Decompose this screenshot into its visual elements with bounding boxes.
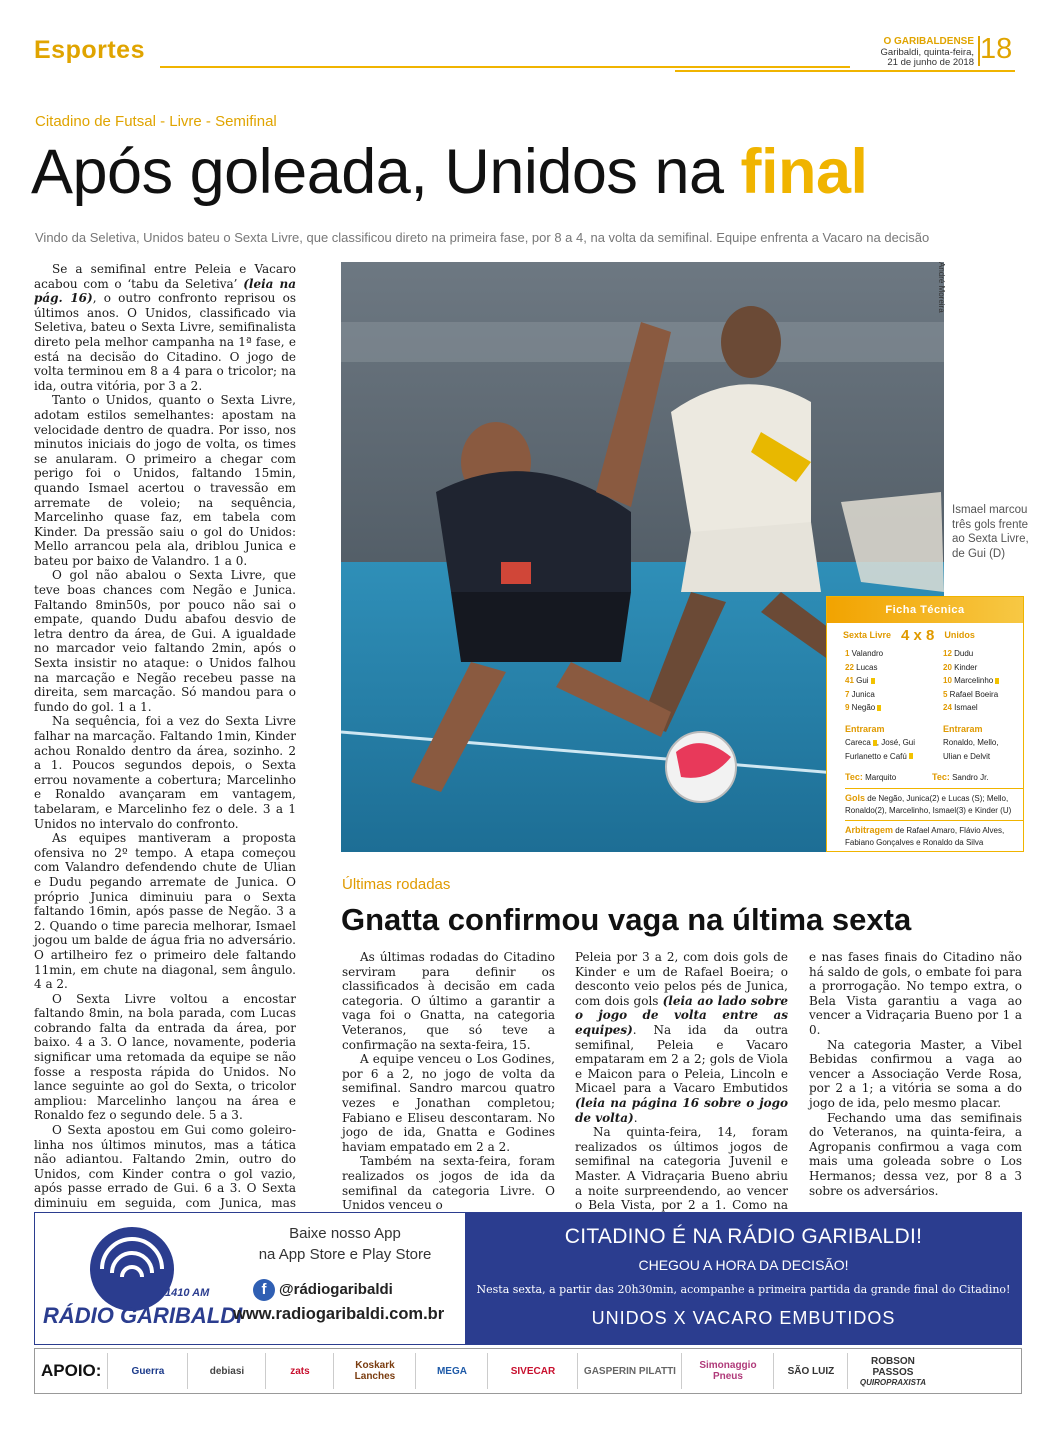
final-score: 4 x 8 (901, 626, 935, 644)
photo-caption: Ismael marcou três gols frente ao Sexta Livre, de Gui (D) (952, 504, 1029, 560)
article-column (34, 262, 296, 1254)
ad-frequency: 1410 AM (165, 1287, 210, 1299)
player-row (943, 647, 1041, 661)
paragraph: Também na sexta-feira, foram realizados os jogos de ida da semifinal da categoria Livre. O Unidos venceu o (342, 1154, 555, 1213)
sponsors-label: APOIO: (41, 1361, 102, 1380)
home-team: Sexta Livre (843, 630, 892, 640)
sponsor-list (107, 1349, 1021, 1393)
ad-left (35, 1213, 465, 1344)
yellow-card-icon (871, 678, 875, 684)
paragraph: A equipe venceu o Los Godines, por 6 a 2, no jogo de volta da semifinal. Sandro marcou quatro vezes e Jonathan completou; Fabiano e Eliseu descontaram. No jogo de ida, Gnatta e Godines haviam empatado em 2 a 2. (342, 1052, 555, 1154)
goals: Gols de Negão, Junica(2) e Lucas (S); Mello, Ronaldo(2), Marcelinho, Ismael(3) e Kinder (U) (845, 792, 1012, 815)
player-number: 22 (845, 662, 857, 672)
ficha-title: Ficha Técnica (827, 597, 1023, 623)
home-lineup (845, 647, 943, 715)
sponsor-logo: Koskark Lanches (333, 1353, 415, 1389)
article2-column (342, 950, 555, 1213)
player-number: 24 (943, 703, 955, 712)
player-row (943, 688, 1041, 702)
dateline: Garibaldi, quinta-feira, (880, 46, 974, 58)
player-number: 12 (943, 649, 955, 658)
player-row (943, 701, 1041, 715)
sponsor-logo: SÃO LUIZ (773, 1353, 847, 1389)
player-name: Negão (851, 703, 876, 712)
lineups (827, 645, 1023, 715)
paragraph: O Sexta apostou em Gui como goleiro-linha nos últimos minutos, mas a tática não adiantou. Faltando 2min, outro do Unidos, com Kinder contra o gol vazio, após passe errado de Gui. 6 a 3. O Sexta diminuiu em seguida, com Junica, mas (34, 1123, 296, 1210)
away-lineup (943, 647, 1041, 715)
player-row (943, 674, 1041, 688)
sponsors-bar (34, 1348, 1022, 1394)
article-kicker: Citadino de Futsal - Livre - Semifinal (35, 113, 277, 130)
player-name: Junica (851, 689, 875, 699)
player-name: Kinder (954, 662, 978, 672)
headline-main: Após goleada, Unidos na (31, 137, 741, 207)
player-number: 9 (845, 703, 852, 712)
coaches: Tec: Marquito Tec: Sandro Jr. (845, 772, 989, 782)
article2-headline: Gnatta confirmou vaga na última sexta (341, 902, 912, 937)
sponsor-logo: SIVECAR (487, 1353, 577, 1389)
home-subs: Entraram Careca , José, Gui Furlanetto e Cafú (845, 723, 916, 761)
away-subs: Entraram Ronaldo, Mello, Ulian e Delvit (943, 723, 999, 761)
header-rule (160, 66, 850, 68)
player-row (845, 674, 943, 688)
headline-highlight: final (740, 137, 868, 207)
article2-kicker: Últimas rodadas (342, 876, 451, 893)
player-row (845, 647, 943, 661)
player-number: 7 (845, 689, 852, 699)
player-row (845, 701, 943, 715)
ad-right (465, 1213, 1022, 1344)
away-coach: Sandro Jr. (952, 773, 989, 782)
player-number: 41 (845, 676, 857, 685)
headline (31, 136, 868, 208)
paragraph: Fechando uma das semifinais do Veteranos, na quinta-feira, a Agropanis confirmou a vaga com mais uma goleada sobre o Los Hermanos; dessa vez, por 8 a 3 sobre os adversários. (809, 1110, 1022, 1198)
sponsor-logo: zats (265, 1353, 333, 1389)
player-number: 1 (845, 649, 852, 658)
player-number: 5 (943, 689, 950, 699)
masthead (840, 37, 974, 69)
ad-line-1: CITADINO É NA RÁDIO GARIBALDI! (564, 1225, 923, 1248)
player-name: Gui (856, 676, 869, 685)
photo-credit: André Moreira (937, 262, 946, 313)
paragraph: Na quinta-feira, 14, foram realizados os últimos jogos de semifinal na categoria Juvenil e Master. A Vidraçaria Bueno abriu a noite surpreendendo, ao vencer o Bela Vista, por 2 a 1. Como na (575, 1125, 788, 1213)
ficha-tecnica (826, 596, 1024, 852)
page-number: 18 (980, 33, 1013, 65)
sponsor-logo: Simonaggio Pneus (681, 1353, 773, 1389)
section-title: Esportes (34, 36, 145, 64)
ad-line-4: UNIDOS X VACARO EMBUTIDOS (591, 1308, 896, 1328)
away-team: Unidos (944, 630, 975, 640)
home-coach: Marquito (865, 773, 897, 782)
player-name: Ismael (954, 703, 978, 712)
sponsor-logo: debiasi (187, 1353, 265, 1389)
ad-line-3: Nesta sexta, a partir das 20h30min, acompanhe a primeira partida da grande final do Citadino! (476, 1283, 1011, 1296)
ad-facebook[interactable]: f @rádiogaribaldi (253, 1279, 393, 1301)
sponsor-logo: ROBSON PASSOS QUIROPRAXISTA (847, 1353, 937, 1389)
sponsor-logo: Guerra (107, 1353, 187, 1389)
paragraph: O gol não abalou o Sexta Livre, que teve boas chances com Negão e Junica. Faltando 8min50s, por pouco não sai o empate, quando Dudu abafou desvio de letra dentro da área, de Gui. A igualdade no marcador veio faltando 2min, após o Sexta insistir no ataque: o Unidos falhou na marcação e Negão recebeu passe na direita, sem marcação. Só mandou para o fundo do gol. 1 a 1. (34, 568, 296, 714)
paragraph: O Sexta Livre voltou a encostar faltando 8min, na bola parada, com Lucas cobrando falta da entrada da área, por baixo. 4 a 3. O lance, novamente, poderia significar uma retomada da equipe se não fosse a resposta rápida do Unidos. No lance seguinte ao gol do Sexta, o tricolor ampliou: Marcelinho lançou na área e Ronaldo fez o segundo dele. 5 a 3. (34, 991, 296, 1123)
paragraph: Na categoria Master, a Vibel Bebidas confirmou a vaga ao vencer a Associação Verde Rosa, por 2 a 1; a vitória se soma a do jogo de ida, pelo mesmo placar. (809, 1037, 1022, 1110)
ad-line-2: CHEGOU A HORA DA DECISÃO! (638, 1257, 849, 1273)
referees: Arbitragem de Rafael Amaro, Flávio Alves, Fabiano Gonçalves e Ronaldo da Silva (845, 824, 1005, 847)
player-row (845, 688, 943, 702)
player-number: 20 (943, 662, 955, 672)
sponsor-logo: MEGA (415, 1353, 487, 1389)
paragraph: As últimas rodadas do Citadino serviram para definir os classificados à decisão em cada categoria. O último a garantir a vaga foi o Gnatta, na categoria Veteranos, que só teve a confirmação na sexta-feira, 15. (342, 950, 555, 1052)
player-name: Dudu (954, 649, 974, 658)
header-rule-right (675, 70, 1015, 72)
paragraph: Na sequência, foi a vez do Sexta Livre falhar na marcação. Faltando 1min, Kinder achou Ronaldo dentro da área, sozinho. 2 a 1. Poucos segundos depois, o Sexta errou novamente a cobertura; Marcelinho e Ronaldo avançaram em vantagem, tabelaram, e Marcelinho fez o dele. 3 a 1 Unidos no intervalo do confronto. (34, 714, 296, 831)
player-number: 10 (943, 676, 955, 685)
paragraph: Peleia por 3 a 2, com dois gols de Kinder e um de Rafael Boeira; o desconto veio pelos pés de Junica, com dois gols (leia ao lado sobre o jogo de volta entre as equipes). Na ida da outra semifinal, Peleia e Vacaro empataram em 2 a 2; gols de Viola e Maicon para o Peleia, Lincoln e Micael para a Vacaro Embutidos (leia na página 16 sobre o jogo de volta). (575, 950, 788, 1125)
substitutes (827, 721, 1023, 764)
newspaper-name: O GARIBALDENSE (883, 36, 974, 47)
sponsor-logo: GASPERIN PILATTI (577, 1353, 681, 1389)
sponsor-subtitle: QUIROPRAXISTA (859, 1377, 926, 1387)
paragraph: Tanto o Unidos, quanto o Sexta Livre, adotam estilos semelhantes: apostam na velocidade dentro de quadra. Por isso, nos minutos iniciais do jogo de volta, os times se anularam. O primeiro a chegar com perigo foi o Unidos, faltando 15min, quando Ismael acertou o travessão em arremate de voleio; na sequência, Marcelinho quase faz, em tabela com Kinder. Da pressão saiu o gol do Unidos: Mello arrancou pela ala, driblou Junica e bateu por baixo de Valandro. 1 a 0. (34, 393, 296, 568)
ad-brand: RÁDIO GARIBALDI (43, 1303, 243, 1328)
ad-website-link[interactable]: www.radiogaribaldi.com.br (233, 1305, 445, 1323)
ad-download: Baixe nosso App na App Store e Play Store (258, 1225, 432, 1263)
ficha-score (827, 623, 1023, 645)
paragraph: As equipes mantiveram a proposta ofensiva no 2º tempo. A etapa começou com Valandro defendendo chute de Ulian e Dudu pegando arremate de Junica. O próprio Junica diminuiu para o Sexta faltando 16min, após passe de Negão. 3 a 2. Quando o time parecia melhorar, Ismael jogou um balde de água fria no adversário. O artilheiro fez o primeiro dele faltando 11min, em chute na diagonal, sem ângulo. 4 a 2. (34, 831, 296, 992)
player-name: Rafael Boeira (949, 689, 999, 699)
paragraph: Se a semifinal entre Peleia e Vacaro acabou com o ‘tabu da Seletiva’ (leia na pág. 16), o outro confronto reprisou os últimos anos. O Unidos, classificado via Seletiva, bateu o Sexta Livre, semifinalista direto pela melhor campanha na 1ª fase, e está na decisão do Citadino. O jogo de volta terminou em 8 a 4 para o tricolor; na ida, outra vitória, por 3 a 2. (34, 262, 297, 393)
player-name: Marcelinho (954, 676, 994, 685)
player-name: Lucas (856, 662, 878, 672)
player-row (943, 661, 1041, 675)
radio-advertisement[interactable] (34, 1212, 1022, 1345)
article2-column (809, 950, 1022, 1198)
article2-column (575, 950, 788, 1227)
dateline-date: 21 de junho de 2018 (887, 57, 974, 68)
yellow-card-icon (877, 705, 881, 711)
player-row (845, 661, 943, 675)
article-deck: Vindo da Seletiva, Unidos bateu o Sexta Livre, que classificou direto na primeira fase, por 8 a 4, na volta da semifinal. Equipe enfrenta a Vacaro na decisão (35, 230, 930, 245)
player-name: Valandro (851, 649, 884, 658)
yellow-card-icon (995, 678, 999, 684)
facebook-icon: f (253, 1279, 275, 1301)
paragraph: e nas fases finais do Citadino não há saldo de gols, o embate foi para a prorrogação. No tempo extra, o Bela Vista garantiu a vaga ao vencer a Vidraçaria Bueno por 1 a 0. (809, 950, 1022, 1037)
